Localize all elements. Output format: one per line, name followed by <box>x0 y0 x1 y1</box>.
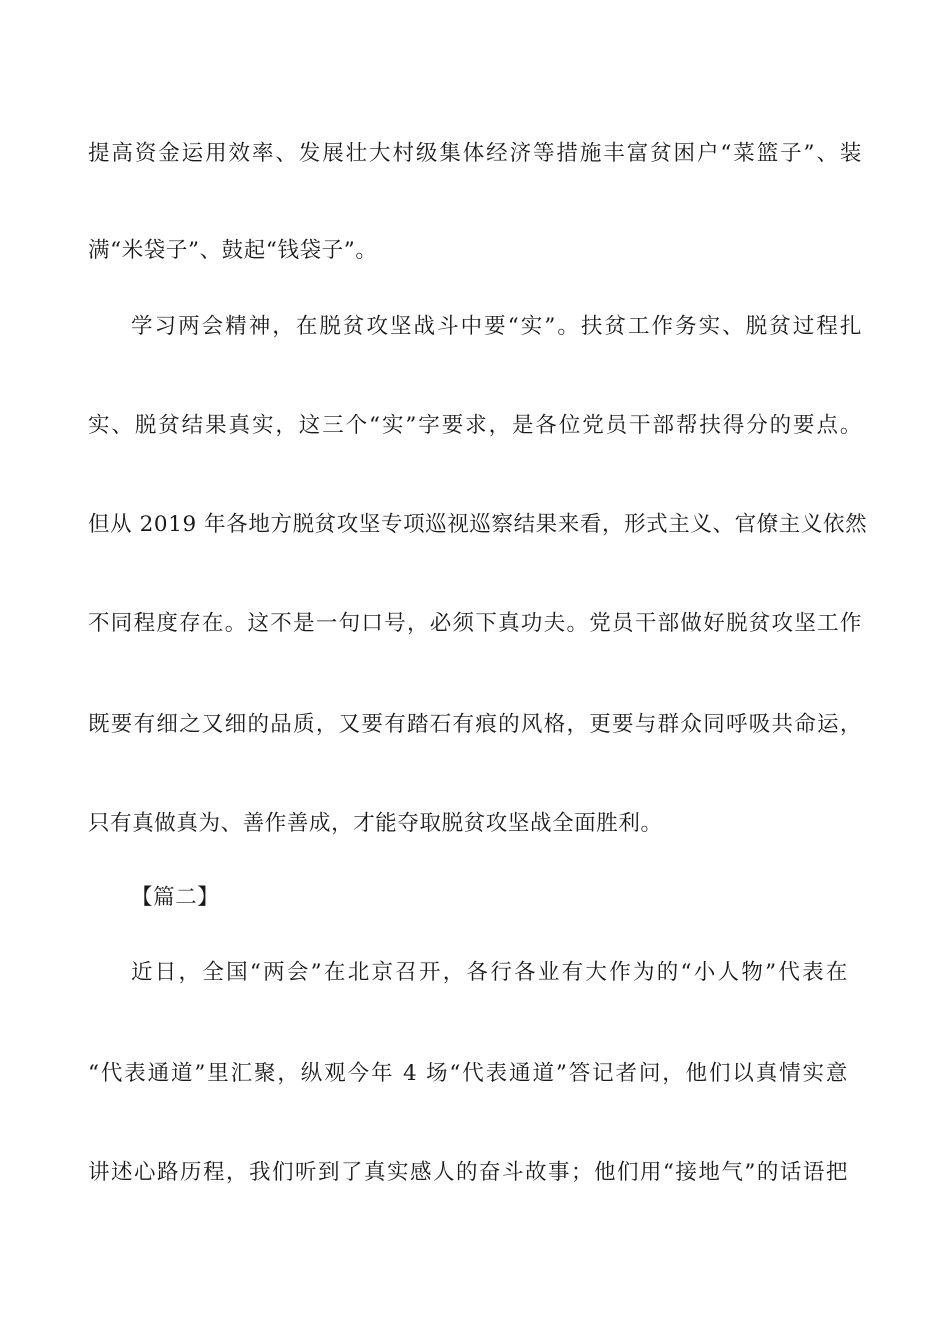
paragraph-line: 满“米袋子”、鼓起“钱袋子”。 <box>88 238 378 263</box>
section-heading: 【篇二】 <box>131 885 220 910</box>
paragraph-line: “代表通道”里汇聚，纵观今年 4 场“代表通道”答记者问，他们以真情实意 <box>88 1061 848 1086</box>
paragraph-line: 既要有细之又细的品质，又要有踏石有痕的风格，更要与群众同呼吸共命运， <box>88 712 862 737</box>
paragraph-line: 近日，全国“两会”在北京召开，各行各业有大作为的“小人物”代表在 <box>131 960 848 985</box>
paragraph-line: 实、脱贫结果真实，这三个“实”字要求，是各位党员干部帮扶得分的要点。 <box>88 413 862 438</box>
paragraph-line: 不同程度存在。这不是一句口号，必须下真功夫。党员干部做好脱贫攻坚工作 <box>88 611 862 636</box>
paragraph-line: 只有真做真为、善作善成，才能夺取脱贫攻坚战全面胜利。 <box>88 811 663 836</box>
paragraph-line: 学习两会精神，在脱贫攻坚战斗中要“实”。扶贫工作务实、脱贫过程扎 <box>131 314 862 339</box>
paragraph-line: 讲述心路历程，我们听到了真实感人的奋斗故事；他们用“接地气”的话语把 <box>88 1160 848 1185</box>
paragraph-line: 但从 2019 年各地方脱贫攻坚专项巡视巡察结果来看，形式主义、官僚主义依然 <box>88 512 868 537</box>
paragraph-line: 提高资金运用效率、发展壮大村级集体经济等措施丰富贫困户“菜篮子”、装 <box>88 141 862 166</box>
